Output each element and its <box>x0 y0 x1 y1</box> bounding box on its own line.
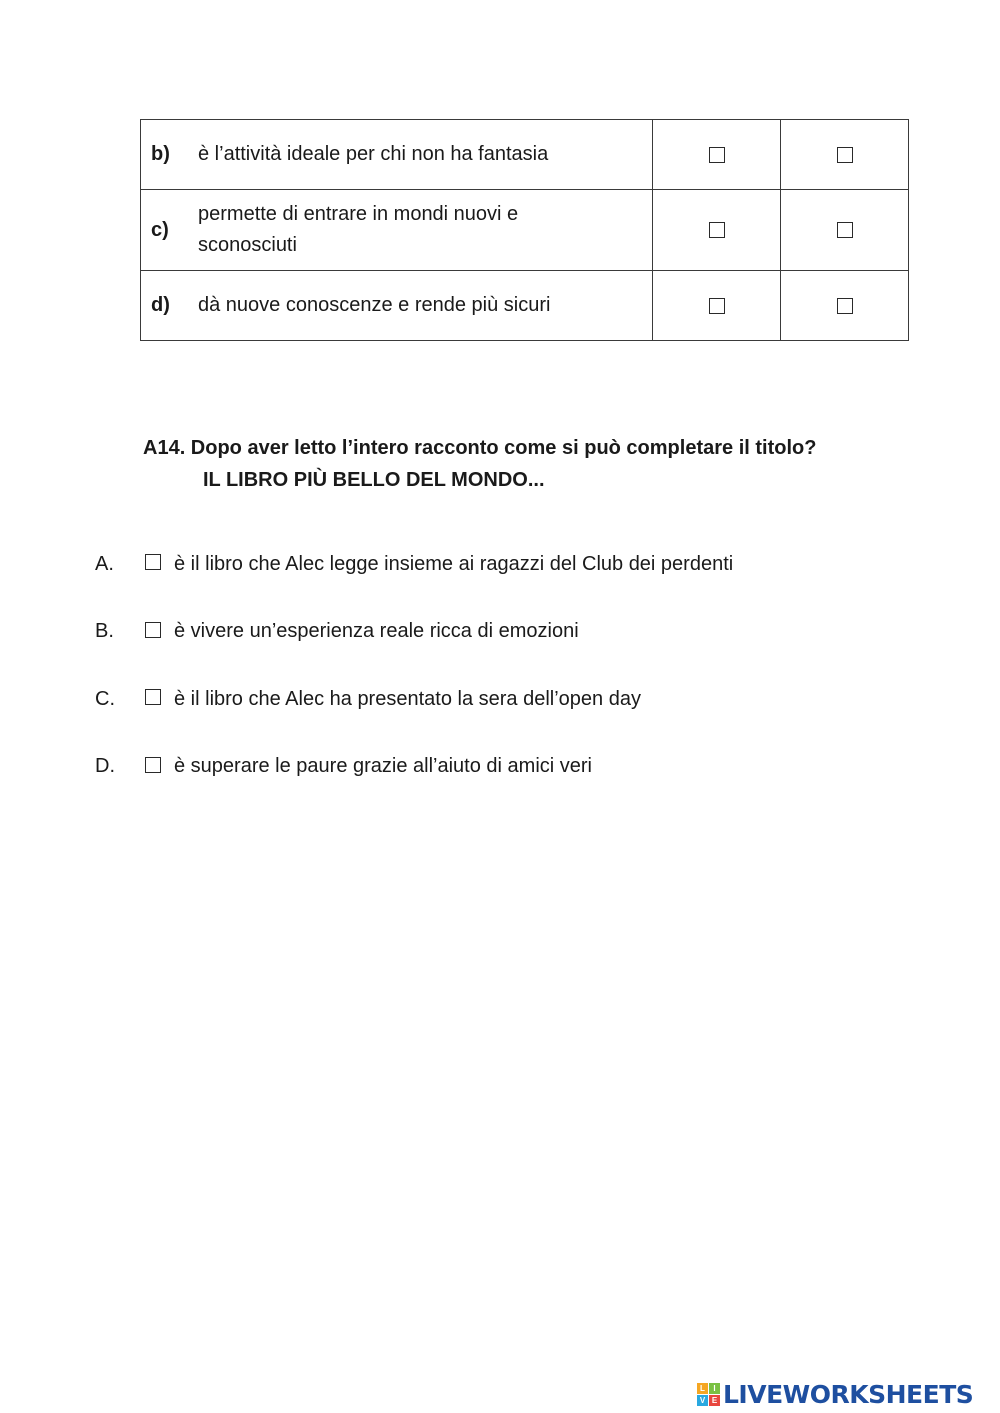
true-cell <box>653 271 781 341</box>
table-row <box>141 190 909 271</box>
true-checkbox[interactable] <box>709 147 725 163</box>
option-b[interactable] <box>95 616 895 648</box>
statement-cell <box>141 120 653 190</box>
logo-mark-tile: I <box>709 1383 720 1394</box>
true-checkbox[interactable] <box>709 222 725 238</box>
question-title: A14. Dopo aver letto l’intero racconto come si può completare il titolo? <box>143 437 817 459</box>
false-checkbox[interactable] <box>837 222 853 238</box>
question-subtitle: IL LIBRO PIÙ BELLO DEL MONDO... <box>203 469 545 491</box>
statements-table <box>140 119 909 341</box>
logo-mark-icon <box>697 1383 720 1406</box>
false-cell <box>781 120 909 190</box>
table-row <box>141 120 909 190</box>
option-letter: D. <box>95 755 115 777</box>
option-letter: B. <box>95 620 114 642</box>
option-d[interactable] <box>95 751 895 783</box>
statement-text: permette di entrare in mondi nuovi e sconosciuti <box>198 203 519 256</box>
option-letter: A. <box>95 552 114 575</box>
logo-mark-tile: V <box>697 1395 708 1406</box>
option-text: è vivere un’esperienza reale ricca di emozioni <box>174 620 579 642</box>
statement-text: dà nuove conoscenze e rende più sicuri <box>198 294 551 316</box>
statement-text: è l’attività ideale per chi non ha fantasia <box>198 143 549 165</box>
false-checkbox[interactable] <box>837 298 853 314</box>
row-letter: d) <box>151 294 170 316</box>
option-a[interactable] <box>95 548 895 580</box>
true-checkbox[interactable] <box>709 298 725 314</box>
options-list <box>95 548 895 818</box>
statement-cell <box>141 190 653 271</box>
true-cell <box>653 120 781 190</box>
option-checkbox[interactable] <box>145 554 161 570</box>
true-cell <box>653 190 781 271</box>
logo-mark-tile: E <box>709 1395 720 1406</box>
option-text: è superare le paure grazie all’aiuto di amici veri <box>174 755 592 777</box>
false-cell <box>781 190 909 271</box>
row-letter: b) <box>151 143 170 165</box>
option-text: è il libro che Alec ha presentato la sera dell’open day <box>174 687 641 710</box>
option-letter: C. <box>95 687 115 710</box>
option-checkbox[interactable] <box>145 622 161 638</box>
option-text: è il libro che Alec legge insieme ai ragazzi del Club dei perdenti <box>174 552 734 575</box>
false-checkbox[interactable] <box>837 147 853 163</box>
liveworksheets-logo <box>697 1377 973 1411</box>
statement-cell <box>141 271 653 341</box>
table-row <box>141 271 909 341</box>
false-cell <box>781 271 909 341</box>
option-c[interactable] <box>95 683 895 715</box>
question-block <box>143 432 923 496</box>
option-checkbox[interactable] <box>145 757 161 773</box>
option-checkbox[interactable] <box>145 689 161 705</box>
logo-mark-tile: L <box>697 1383 708 1394</box>
row-letter: c) <box>151 218 169 241</box>
logo-text: LIVEWORKSHEETS <box>723 1379 974 1409</box>
